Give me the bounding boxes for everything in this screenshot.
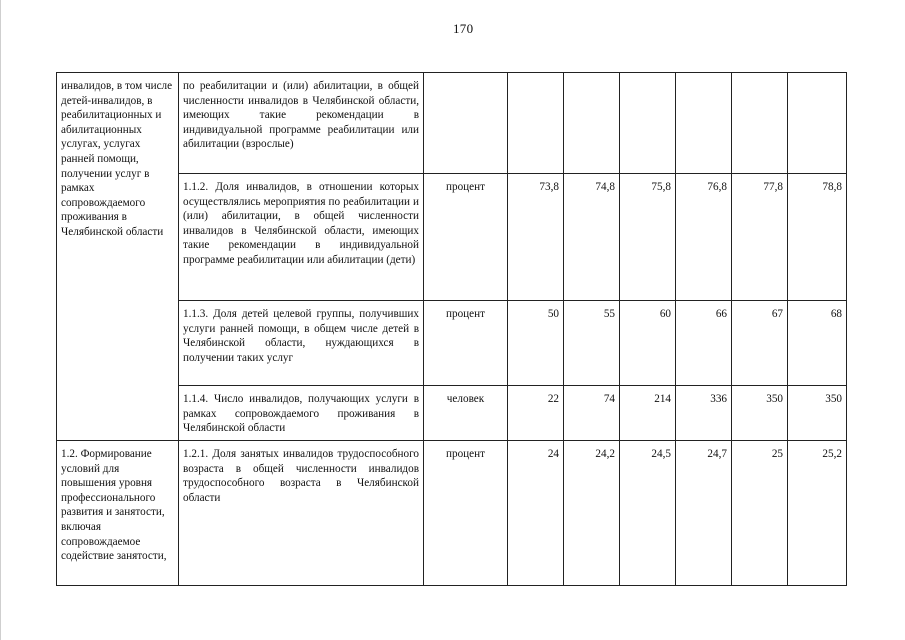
value-cell bbox=[732, 73, 788, 174]
value-cell: 24,2 bbox=[564, 441, 620, 586]
value-cell: 55 bbox=[564, 301, 620, 386]
indicator-cell: 1.1.4. Число инвалидов, получающих услуги в рамках сопровождаемого проживания в Челябинской области bbox=[179, 386, 424, 441]
value-cell: 67 bbox=[732, 301, 788, 386]
goal-cell: инвалидов, в том числе детей-инвалидов, в реабилитационных и абилитационных услугах, услугах ранней помощи, получении услуг в рамках сопровождаемого проживания в Челябинской области bbox=[57, 73, 179, 441]
value-cell: 24,5 bbox=[620, 441, 676, 586]
value-cell: 336 bbox=[676, 386, 732, 441]
value-cell bbox=[788, 73, 847, 174]
indicator-cell: 1.2.1. Доля занятых инвалидов трудоспособного возраста в общей численности инвалидов трудоспособного возраста в Челябинской области bbox=[179, 441, 424, 586]
value-cell bbox=[564, 73, 620, 174]
unit-cell bbox=[424, 73, 508, 174]
value-cell: 350 bbox=[732, 386, 788, 441]
value-cell: 60 bbox=[620, 301, 676, 386]
value-cell bbox=[508, 73, 564, 174]
value-cell: 74 bbox=[564, 386, 620, 441]
indicators-table bbox=[56, 72, 847, 586]
value-cell: 25 bbox=[732, 441, 788, 586]
value-cell: 24 bbox=[508, 441, 564, 586]
value-cell: 77,8 bbox=[732, 174, 788, 301]
table-row bbox=[57, 441, 847, 586]
goal-cell: 1.2. Формирование условий для повышения уровня профессионального развития и занятости, включая сопровождаемое содействие занятости, bbox=[57, 441, 179, 586]
value-cell: 73,8 bbox=[508, 174, 564, 301]
value-cell: 214 bbox=[620, 386, 676, 441]
value-cell: 24,7 bbox=[676, 441, 732, 586]
indicator-cell: по реабилитации и (или) абилитации, в общей численности инвалидов в Челябинской области, имеющих такие рекомендации в индивидуальной программе реабилитации или абилитации (взрослые) bbox=[179, 73, 424, 174]
value-cell bbox=[620, 73, 676, 174]
value-cell: 75,8 bbox=[620, 174, 676, 301]
page-number: 170 bbox=[453, 21, 474, 36]
value-cell: 25,2 bbox=[788, 441, 847, 586]
value-cell: 350 bbox=[788, 386, 847, 441]
unit-cell: человек bbox=[424, 386, 508, 441]
table-row bbox=[57, 73, 847, 174]
value-cell: 68 bbox=[788, 301, 847, 386]
value-cell: 74,8 bbox=[564, 174, 620, 301]
unit-cell: процент bbox=[424, 174, 508, 301]
indicator-cell: 1.1.3. Доля детей целевой группы, получивших услуги ранней помощи, в общем числе детей в Челябинской области, нуждающихся в получении таких услуг bbox=[179, 301, 424, 386]
value-cell: 50 bbox=[508, 301, 564, 386]
value-cell: 66 bbox=[676, 301, 732, 386]
value-cell: 76,8 bbox=[676, 174, 732, 301]
value-cell bbox=[676, 73, 732, 174]
value-cell: 22 bbox=[508, 386, 564, 441]
unit-cell: процент bbox=[424, 301, 508, 386]
indicator-cell: 1.1.2. Доля инвалидов, в отношении которых осуществлялись мероприятия по реабилитации и (или) абилитации, в общей численности инвалидов в Челябинской области, имеющих такие рекомендации в индивидуальной программе реабилитации или абилитации (дети) bbox=[179, 174, 424, 301]
unit-cell: процент bbox=[424, 441, 508, 586]
value-cell: 78,8 bbox=[788, 174, 847, 301]
